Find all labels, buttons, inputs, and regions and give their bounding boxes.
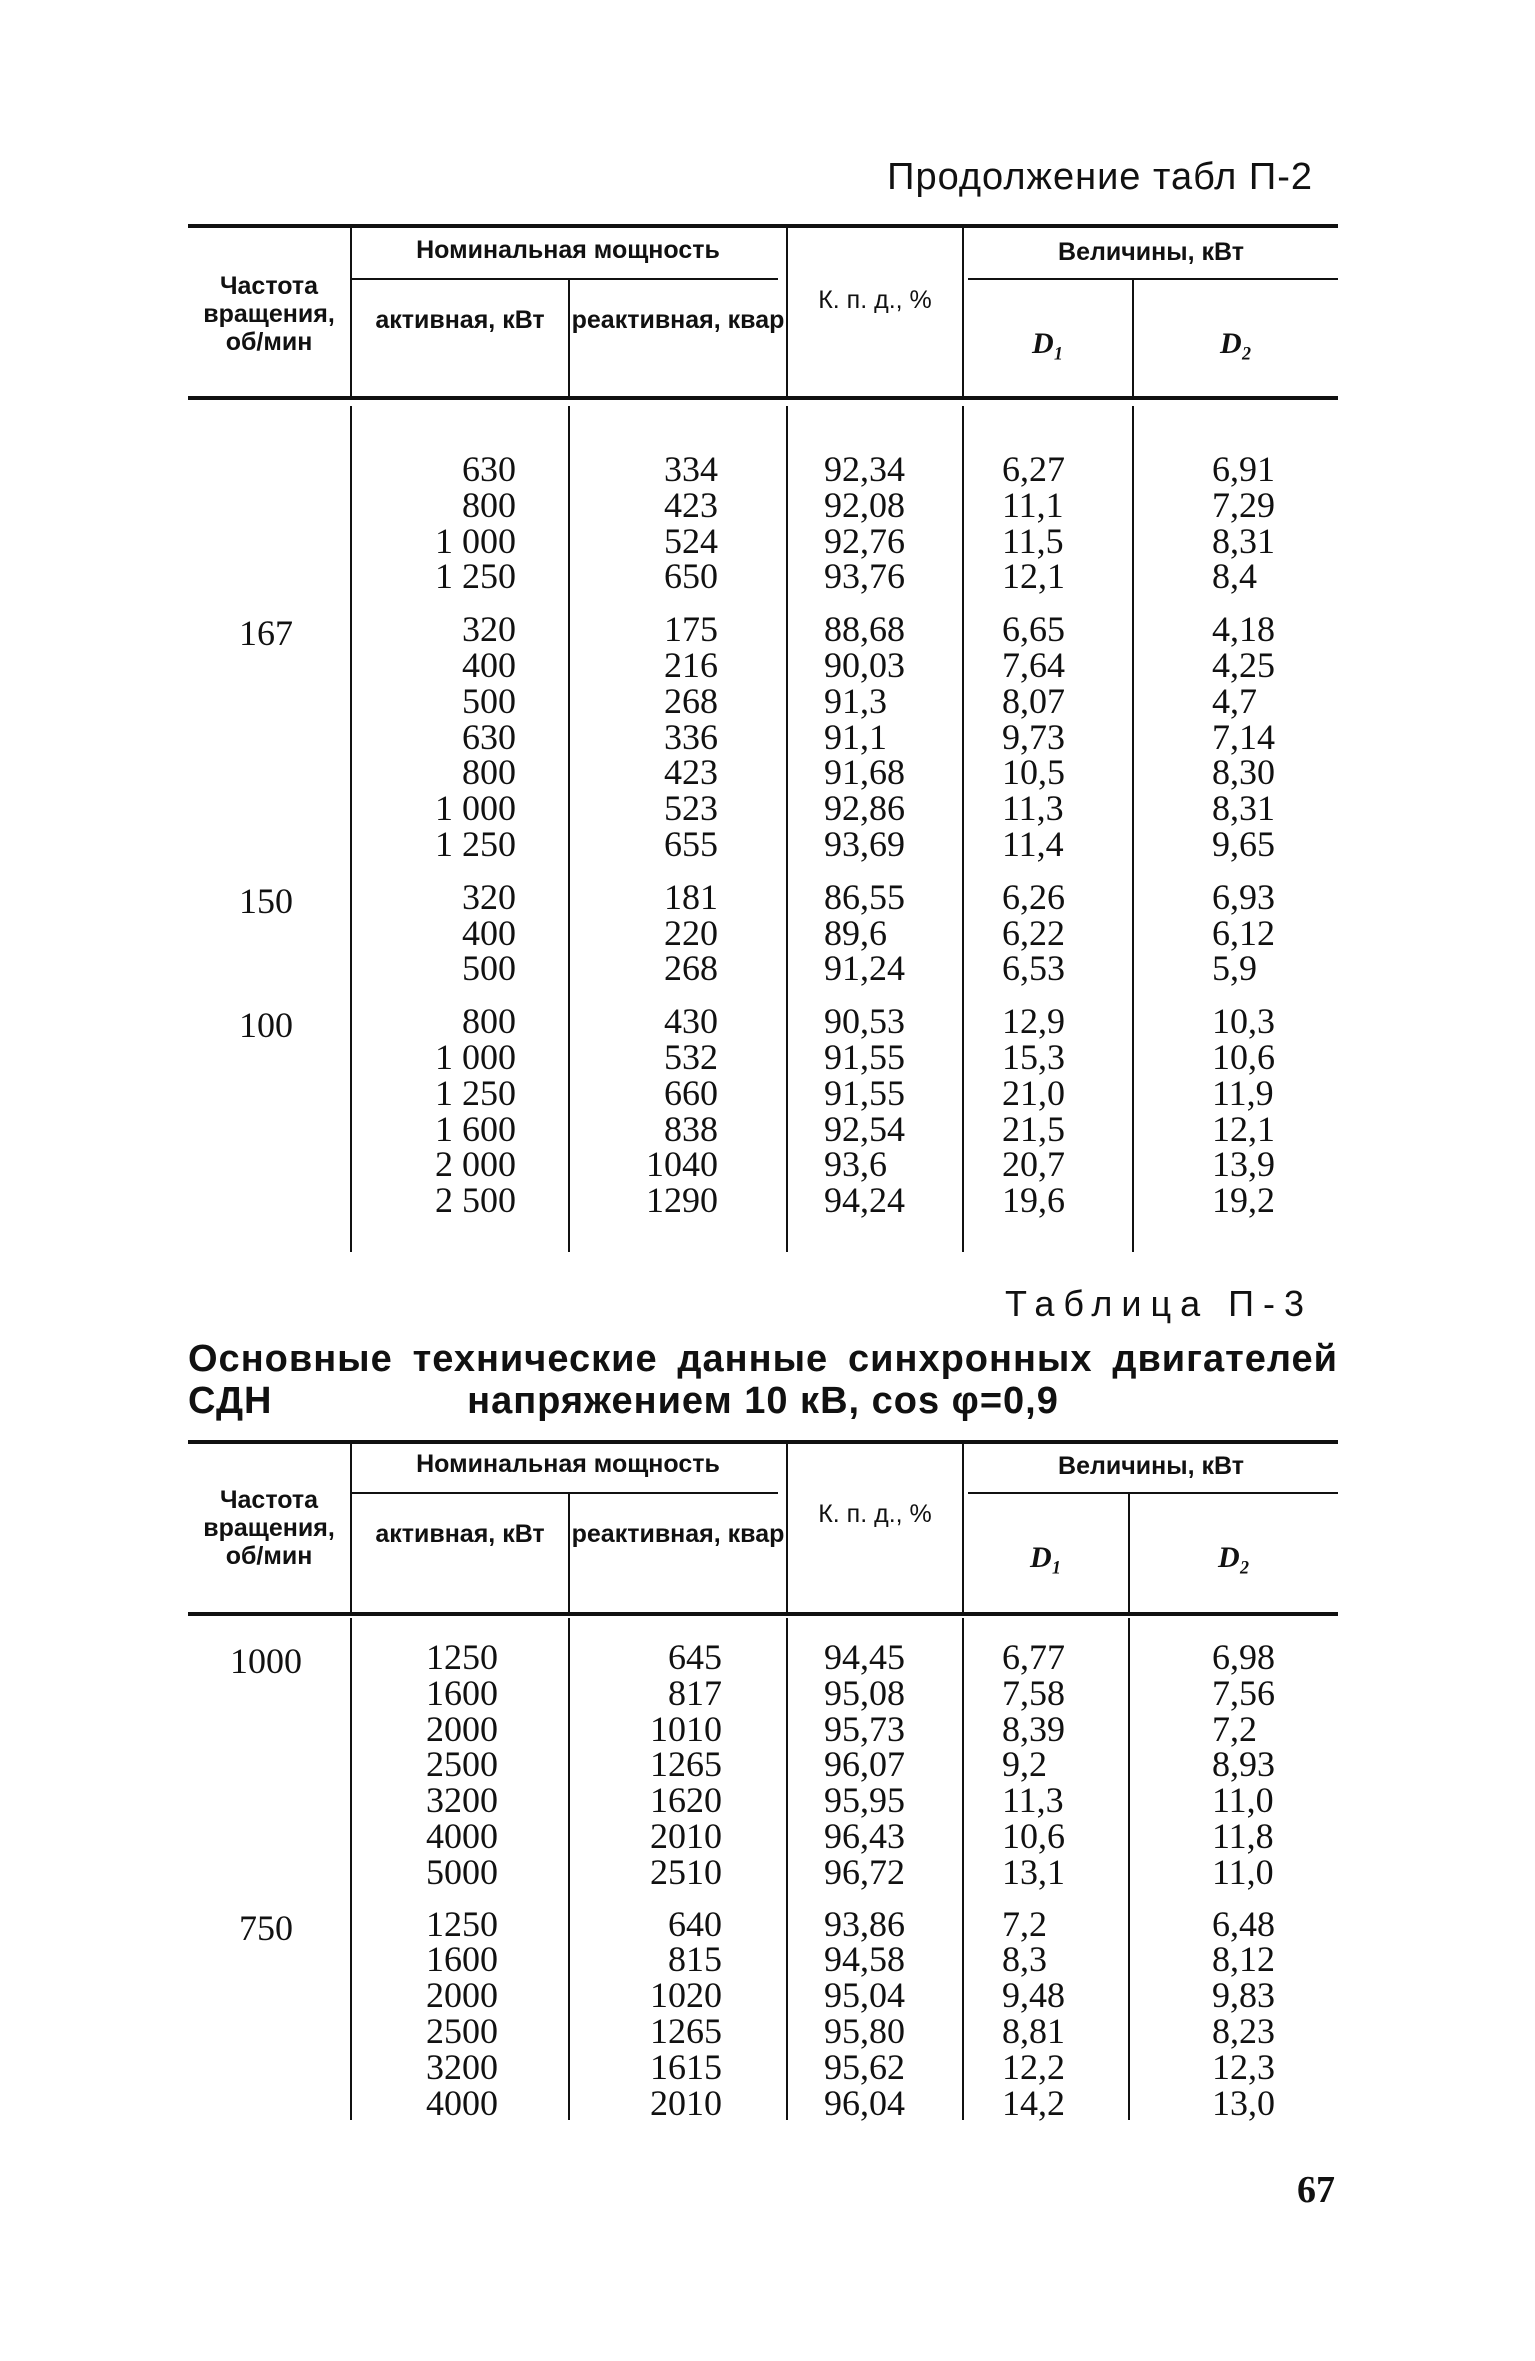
table-cell: 21,0 <box>1002 1072 1065 1113</box>
table-cell: 1010 <box>650 1708 722 1749</box>
table-cell: 1620 <box>650 1780 722 1821</box>
table-cell: 8,3 <box>1002 1939 1047 1980</box>
header-power-group: Номинальная мощность <box>416 1450 720 1478</box>
table-cell: 336 <box>664 716 718 757</box>
table-cell: 7,58 <box>1002 1672 1065 1713</box>
table-cell: 12,9 <box>1002 1001 1065 1042</box>
table-cell: 181 <box>664 876 718 917</box>
table-cell: 645 <box>668 1637 722 1677</box>
table-cell: 800 <box>462 752 516 793</box>
table-cell: 9,73 <box>1002 716 1065 757</box>
table-cell: 1250 <box>426 1903 498 1944</box>
group-column-efficiency <box>824 1637 944 1892</box>
table-cell: 523 <box>664 788 718 829</box>
table-cell: 175 <box>664 609 718 650</box>
table-cell: 96,43 <box>824 1815 905 1856</box>
table-cell: 12,3 <box>1212 2046 1275 2087</box>
table-cell: 12,2 <box>1002 2046 1065 2087</box>
table-cell: 400 <box>462 644 516 685</box>
header-efficiency: К. п. д., % <box>818 286 932 314</box>
table-cell: 6,77 <box>1002 1637 1065 1677</box>
table-cell: 532 <box>664 1036 718 1077</box>
group-column-efficiency <box>824 1001 944 1221</box>
table-cell: 630 <box>462 716 516 757</box>
table-cell: 7,64 <box>1002 644 1065 685</box>
table-cell: 20,7 <box>1002 1144 1065 1185</box>
table-cell: 14,2 <box>1002 2082 1065 2123</box>
group-column-d1 <box>1002 449 1122 597</box>
table-cell: 19,6 <box>1002 1180 1065 1221</box>
group-column-efficiency <box>824 1903 944 2123</box>
table-cell: 1600 <box>426 1672 498 1713</box>
table-p3-caption-line2: напряжением 10 кВ, cos φ=0,9 <box>467 1380 1059 1422</box>
table-cell: 1 250 <box>435 1072 516 1113</box>
table-cell: 8,31 <box>1212 520 1275 561</box>
table-cell: 655 <box>664 823 718 864</box>
header-power-group: Номинальная мощность <box>416 236 720 264</box>
table-cell: 11,0 <box>1212 1851 1274 1892</box>
table-cell: 94,45 <box>824 1637 905 1677</box>
header-reactive: реактивная, квар <box>571 306 785 334</box>
table-cell: 6,22 <box>1002 912 1065 953</box>
header-efficiency: К. п. д., % <box>818 1500 932 1528</box>
table-cell: 1 000 <box>435 520 516 561</box>
table-cell: 2 000 <box>435 1144 516 1185</box>
table-cell: 92,76 <box>824 520 905 561</box>
table-cell: 95,08 <box>824 1672 905 1713</box>
table-cell: 12,1 <box>1212 1108 1275 1149</box>
header-active: активная, кВт <box>375 306 545 334</box>
table-cell: 11,0 <box>1212 1780 1274 1821</box>
table-cell: 13,1 <box>1002 1851 1065 1892</box>
table-cell: 1600 <box>426 1939 498 1980</box>
group-column-active <box>388 876 516 989</box>
table-cell: 92,34 <box>824 449 905 489</box>
table-cell: 11,3 <box>1002 788 1064 829</box>
table-p2 <box>188 224 1338 1254</box>
table-cell: 2500 <box>426 2010 498 2051</box>
header-reactive: реактивная, квар <box>571 1520 785 1548</box>
table-cell: 93,6 <box>824 1144 887 1185</box>
table-cell: 19,2 <box>1212 1180 1275 1221</box>
group-speed: 1000 <box>230 1641 302 1681</box>
table-cell: 8,39 <box>1002 1708 1065 1749</box>
table-cell: 92,54 <box>824 1108 905 1149</box>
table-cell: 21,5 <box>1002 1108 1065 1149</box>
table-cell: 6,12 <box>1212 912 1275 953</box>
table-cell: 1615 <box>650 2046 722 2087</box>
table-cell: 6,93 <box>1212 876 1275 917</box>
table-cell: 5000 <box>426 1851 498 1892</box>
table-cell: 11,9 <box>1212 1072 1274 1113</box>
table-cell: 91,68 <box>824 752 905 793</box>
table-cell: 7,56 <box>1212 1672 1275 1713</box>
table-cell: 11,8 <box>1212 1815 1274 1856</box>
table-cell: 216 <box>664 644 718 685</box>
group-column-d2 <box>1212 449 1332 597</box>
table-cell: 10,6 <box>1212 1036 1275 1077</box>
table-cell: 6,98 <box>1212 1637 1275 1677</box>
group-column-reactive <box>608 876 718 989</box>
header-d2: D₂ <box>1219 327 1253 360</box>
table-cell: 11,1 <box>1002 484 1064 525</box>
table-cell: 8,31 <box>1212 788 1275 829</box>
table-cell: 8,30 <box>1212 752 1275 793</box>
table-cell: 1290 <box>646 1180 718 1221</box>
group-column-active <box>388 449 516 597</box>
group-column-d1 <box>1002 1001 1122 1221</box>
header-values-group: Величины, кВт <box>1058 1452 1244 1480</box>
table-cell: 5,9 <box>1212 948 1257 989</box>
header-active: активная, кВт <box>375 1520 545 1548</box>
table-cell: 1 000 <box>435 1036 516 1077</box>
table-cell: 6,53 <box>1002 948 1065 989</box>
table-cell: 93,69 <box>824 823 905 864</box>
group-column-d2 <box>1212 1001 1332 1221</box>
table-cell: 7,14 <box>1212 716 1275 757</box>
table-cell: 7,2 <box>1002 1903 1047 1944</box>
table-cell: 1 250 <box>435 556 516 597</box>
table-cell: 93,86 <box>824 1903 905 1944</box>
table-p3-label: Таблица П-3 <box>1004 1283 1313 1324</box>
group-column-d2 <box>1212 876 1332 989</box>
table-cell: 94,58 <box>824 1939 905 1980</box>
group-column-d1 <box>1002 1903 1122 2123</box>
group-column-active <box>426 1637 546 1892</box>
table-cell: 15,3 <box>1002 1036 1065 1077</box>
table-cell: 423 <box>664 752 718 793</box>
table-cell: 4,25 <box>1212 644 1275 685</box>
table-cell: 8,81 <box>1002 2010 1065 2051</box>
group-column-d1 <box>1002 609 1122 864</box>
group-column-reactive <box>608 1001 718 1221</box>
table-cell: 524 <box>664 520 718 561</box>
table-cell: 630 <box>462 449 516 489</box>
table-cell: 650 <box>664 556 718 597</box>
table-cell: 7,2 <box>1212 1708 1257 1749</box>
group-column-d2 <box>1212 1903 1332 2123</box>
table-cell: 4000 <box>426 2082 498 2123</box>
group-speed: 167 <box>239 613 293 654</box>
table-cell: 800 <box>462 1001 516 1042</box>
header-speed: Частота вращения, об/мин <box>203 1486 335 1570</box>
table-cell: 10,6 <box>1002 1815 1065 1856</box>
table-cell: 95,04 <box>824 1975 905 2016</box>
table-cell: 423 <box>664 484 718 525</box>
table-cell: 640 <box>668 1903 722 1944</box>
group-column-reactive <box>608 609 718 864</box>
table-cell: 96,72 <box>824 1851 905 1892</box>
table-p3 <box>188 1440 1338 2140</box>
table-cell: 11,5 <box>1002 520 1064 561</box>
table-cell: 90,53 <box>824 1001 905 1042</box>
table-cell: 93,76 <box>824 556 905 597</box>
table-cell: 268 <box>664 680 718 721</box>
header-d2: D₂ <box>1217 1541 1251 1574</box>
table-cell: 13,9 <box>1212 1144 1275 1185</box>
table-cell: 8,12 <box>1212 1939 1275 1980</box>
table-cell: 92,08 <box>824 484 905 525</box>
table-cell: 8,07 <box>1002 680 1065 721</box>
table-cell: 9,65 <box>1212 823 1275 864</box>
table-cell: 95,95 <box>824 1780 905 1821</box>
table-cell: 1265 <box>650 2010 722 2051</box>
table-cell: 1 000 <box>435 788 516 829</box>
table-cell: 6,48 <box>1212 1903 1275 1944</box>
table-cell: 6,26 <box>1002 876 1065 917</box>
header-speed: Частота вращения, об/мин <box>203 272 335 356</box>
table-cell: 220 <box>664 912 718 953</box>
group-speed: 750 <box>239 1907 293 1948</box>
table-cell: 268 <box>664 948 718 989</box>
group-speed: 100 <box>239 1005 293 1046</box>
table-cell: 4000 <box>426 1815 498 1856</box>
table-cell: 96,04 <box>824 2082 905 2123</box>
table-cell: 3200 <box>426 2046 498 2087</box>
table-cell: 10,3 <box>1212 1001 1275 1042</box>
table-cell: 95,73 <box>824 1708 905 1749</box>
table-cell: 95,62 <box>824 2046 905 2087</box>
table-cell: 92,86 <box>824 788 905 829</box>
table-cell: 320 <box>462 609 516 650</box>
table-cell: 7,29 <box>1212 484 1275 525</box>
table-cell: 91,55 <box>824 1072 905 1113</box>
table-cell: 2510 <box>650 1851 722 1892</box>
table-cell: 815 <box>668 1939 722 1980</box>
table-cell: 9,2 <box>1002 1744 1047 1785</box>
table-cell: 9,83 <box>1212 1975 1275 2016</box>
group-column-d2 <box>1212 609 1332 864</box>
group-column-reactive <box>608 449 718 597</box>
table-cell: 88,68 <box>824 609 905 650</box>
table-cell: 91,24 <box>824 948 905 989</box>
table-cell: 320 <box>462 876 516 917</box>
table-cell: 838 <box>664 1108 718 1149</box>
table-cell: 334 <box>664 449 718 489</box>
table-cell: 500 <box>462 948 516 989</box>
table-cell: 91,3 <box>824 680 887 721</box>
table-cell: 9,48 <box>1002 1975 1065 2016</box>
table-cell: 800 <box>462 484 516 525</box>
table-cell: 90,03 <box>824 644 905 685</box>
table-cell: 2 500 <box>435 1180 516 1221</box>
table-cell: 817 <box>668 1672 722 1713</box>
table-p3-caption-line1: Основные технические данные синхронных двигателей СДН <box>188 1338 1338 1422</box>
table-cell: 400 <box>462 912 516 953</box>
group-column-reactive <box>608 1903 722 2123</box>
table-cell: 430 <box>664 1001 718 1042</box>
table-cell: 2000 <box>426 1975 498 2016</box>
group-column-active <box>388 609 516 864</box>
table-cell: 6,65 <box>1002 609 1065 650</box>
group-column-efficiency <box>824 609 944 864</box>
table-cell: 10,5 <box>1002 752 1065 793</box>
table-cell: 11,3 <box>1002 1780 1064 1821</box>
table-cell: 4,7 <box>1212 680 1257 721</box>
table-cell: 95,80 <box>824 2010 905 2051</box>
group-column-reactive <box>608 1637 722 1892</box>
group-column-active <box>426 1903 546 2123</box>
table-cell: 2500 <box>426 1744 498 1785</box>
header-d1: D₁ <box>1031 327 1065 360</box>
table-cell: 2000 <box>426 1708 498 1749</box>
table-cell: 500 <box>462 680 516 721</box>
table-cell: 6,27 <box>1002 449 1065 489</box>
header-d1: D₁ <box>1029 1541 1063 1574</box>
table-cell: 91,55 <box>824 1036 905 1077</box>
table-cell: 96,07 <box>824 1744 905 1785</box>
table-cell: 8,93 <box>1212 1744 1275 1785</box>
group-column-d1 <box>1002 1637 1122 1892</box>
table-cell: 86,55 <box>824 876 905 917</box>
table-cell: 94,24 <box>824 1180 905 1221</box>
table-cell: 2010 <box>650 2082 722 2123</box>
table-cell: 1040 <box>646 1144 718 1185</box>
table-cell: 1265 <box>650 1744 722 1785</box>
group-column-active <box>388 1001 516 1221</box>
group-speed: 150 <box>239 880 293 921</box>
table-cell: 8,23 <box>1212 2010 1275 2051</box>
table-cell: 91,1 <box>824 716 887 757</box>
group-column-efficiency <box>824 449 944 597</box>
group-column-d2 <box>1212 1637 1332 1892</box>
table-cell: 3200 <box>426 1780 498 1821</box>
table-cell: 6,91 <box>1212 449 1275 489</box>
table-cell: 660 <box>664 1072 718 1113</box>
table-cell: 89,6 <box>824 912 887 953</box>
table-cell: 1 600 <box>435 1108 516 1149</box>
table-cell: 12,1 <box>1002 556 1065 597</box>
table-cell: 1020 <box>650 1975 722 2016</box>
group-column-d1 <box>1002 876 1122 989</box>
table-cell: 1 250 <box>435 823 516 864</box>
table-cell: 1250 <box>426 1637 498 1677</box>
continuation-title: Продолжение табл П-2 <box>887 156 1313 198</box>
page-number: 67 <box>1297 2169 1335 2211</box>
table-cell: 2010 <box>650 1815 722 1856</box>
header-values-group: Величины, кВт <box>1058 238 1244 266</box>
table-cell: 13,0 <box>1212 2082 1275 2123</box>
group-column-efficiency <box>824 876 944 989</box>
table-cell: 11,4 <box>1002 823 1064 864</box>
table-cell: 4,18 <box>1212 609 1275 650</box>
table-cell: 8,4 <box>1212 556 1257 597</box>
